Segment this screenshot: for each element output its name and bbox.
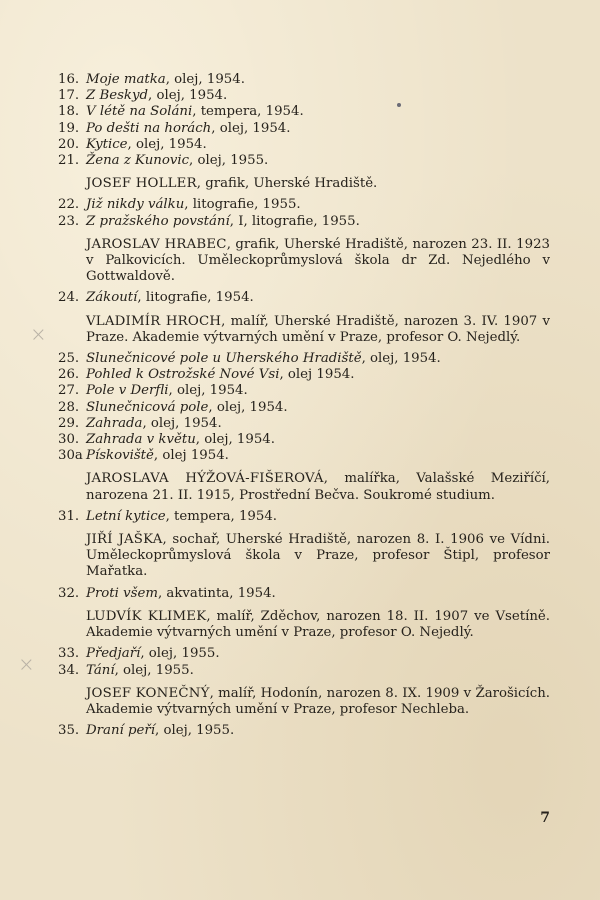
- catalog-entry: [58, 137, 558, 153]
- artwork-title: Předjaří: [86, 646, 141, 662]
- catalog-entry: [58, 383, 558, 399]
- catalog-entry: [58, 586, 558, 602]
- artwork-details: , litografie, 1954.: [137, 290, 254, 306]
- entry-number: 33.: [58, 646, 80, 662]
- entry-number: 29.: [58, 415, 80, 431]
- artwork-details: , olej, 1954.: [168, 383, 248, 399]
- pencil-cross-mark: ×: [18, 652, 35, 676]
- artist-bio: [86, 532, 550, 581]
- artist-description: , grafik, Uherské Hradiště.: [196, 176, 378, 192]
- artwork-title: Letní kytice: [86, 508, 166, 524]
- artwork-details: , olej, 1954.: [165, 72, 245, 87]
- artist-description: , malíř, Uherské Hradiště, narozen 3. IV. 1907 v Praze. Akademie výtvarných umění v Praze, profesor O. Nejedlý.: [86, 313, 550, 345]
- entry-number: 21.: [58, 153, 80, 169]
- artist-bio: [86, 237, 550, 286]
- artist-name: JIŘÍ JAŠKA: [86, 532, 163, 548]
- artwork-details: , olej, 1954.: [127, 136, 207, 152]
- entry-number: 32.: [58, 585, 80, 601]
- artwork-title: Proti všem: [86, 585, 158, 601]
- artwork-title: Slunečnicové pole u Uherského Hradiště: [86, 351, 362, 367]
- artwork-title: Pohled k Ostrožské Nové Vsi: [86, 367, 280, 383]
- catalog-entry: [58, 416, 558, 432]
- artwork-details: , olej, 1955.: [154, 723, 235, 739]
- artwork-details: , olej, 1955.: [189, 153, 269, 169]
- entry-number: 28.: [58, 399, 80, 415]
- artist-name: JOSEF KONEČNÝ: [86, 685, 210, 701]
- artwork-details: , olej, 1954.: [361, 351, 441, 367]
- catalog-entry: [58, 214, 558, 230]
- entry-number: 25.: [58, 351, 80, 367]
- catalog-entry: [58, 121, 558, 137]
- entry-number: 34.: [58, 662, 80, 678]
- catalog-entry: [58, 723, 558, 739]
- artwork-details: , akvatinta, 1954.: [157, 585, 276, 601]
- artwork-details: , I, litografie, 1955.: [229, 213, 360, 229]
- catalog-listing: [58, 72, 558, 739]
- entry-number: 16.: [58, 72, 80, 87]
- artist-name: LUDVÍK KLIMEK: [86, 608, 207, 624]
- artist-bio: [86, 176, 550, 192]
- entry-number: 31.: [58, 508, 80, 524]
- artwork-details: , olej 1954.: [153, 448, 229, 464]
- artwork-title: Moje matka: [86, 72, 166, 87]
- artist-description: , malíř, Zděchov, narozen 18. II. 1907 ve Vsetíně. Akademie výtvarných umění v Praze, profesor O. Nejedlý.: [86, 608, 550, 641]
- entry-number: 30a: [58, 448, 83, 464]
- artwork-details: , litografie, 1955.: [184, 197, 301, 213]
- artwork-details: , olej, 1955.: [140, 646, 220, 662]
- artwork-title: Pole v Derfli: [86, 383, 169, 399]
- artwork-title: Pískoviště: [86, 448, 154, 464]
- artwork-title: Po dešti na horách: [86, 120, 212, 136]
- catalog-entry: [58, 448, 558, 464]
- artwork-title: Zahrada v květu: [86, 432, 196, 448]
- artwork-title: Kytice: [86, 136, 128, 152]
- artist-description: , malířka, Valašské Meziříčí, narozena 21. II. 1915, Prostřední Bečva. Soukromé studium.: [86, 471, 551, 503]
- entry-number: 24.: [58, 290, 80, 306]
- artist-description: , sochař, Uherské Hradiště, narozen 8. I. 1906 ve Vídni. Uměleckoprůmyslová škola v Praze, profesor Štipl, profesor Mařatka.: [86, 532, 550, 580]
- catalog-entry: [58, 646, 558, 662]
- entry-number: 18.: [58, 104, 80, 120]
- artist-name: JOSEF HOLLER: [86, 176, 197, 192]
- entry-number: 17.: [58, 88, 80, 104]
- catalog-entry: [58, 367, 558, 383]
- artist-description: , malíř, Hodonín, narozen 8. IX. 1909 v Žarošicích. Akademie výtvarných umění v Praze, profesor Nechleba.: [86, 685, 550, 717]
- catalog-entry: [58, 153, 558, 169]
- entry-number: 23.: [58, 213, 80, 229]
- artwork-title: Již nikdy válku: [86, 197, 185, 213]
- artwork-details: , olej, 1954.: [148, 88, 228, 104]
- artwork-title: Zahrada: [86, 415, 143, 431]
- artist-bio: [86, 609, 550, 641]
- artwork-title: Zákoutí: [86, 290, 138, 306]
- pencil-cross-mark: ×: [30, 322, 47, 346]
- artist-bio: [86, 314, 550, 346]
- catalog-entry: [58, 400, 558, 416]
- catalog-entry: [58, 432, 558, 448]
- catalog-entry: [58, 197, 558, 213]
- artwork-details: , olej, 1954.: [208, 399, 288, 415]
- artwork-details: , tempera, 1954.: [192, 104, 304, 120]
- entry-number: 30.: [58, 432, 80, 448]
- artwork-title: Z Beskyd: [86, 88, 149, 104]
- entry-number: 26.: [58, 367, 80, 383]
- artwork-details: , olej, 1955.: [114, 662, 194, 678]
- artwork-details: , olej, 1954.: [142, 415, 222, 431]
- artwork-title: Žena z Kunovic: [86, 153, 190, 169]
- entry-number: 27.: [58, 383, 80, 399]
- entry-number: 20.: [58, 136, 80, 152]
- catalog-entry: [58, 72, 558, 88]
- artwork-title: Z pražského povstání: [86, 213, 230, 229]
- artist-bio: [86, 471, 550, 503]
- entry-number: 22.: [58, 197, 80, 213]
- catalog-entry: [58, 88, 558, 104]
- entry-number: 19.: [58, 120, 80, 136]
- artist-name: JAROSLAV HRABEC: [86, 236, 227, 252]
- artist-description: , grafik, Uherské Hradiště, narozen 23. II. 1923 v Palkovicích. Uměleckoprůmyslová škola dr Zd. Nejedlého v Gottwaldově.: [86, 236, 550, 285]
- catalog-entry: [58, 663, 558, 679]
- catalog-entry: [58, 104, 558, 120]
- artist-name: JAROSLAVA HÝŽOVÁ-FIŠEROVÁ: [86, 471, 324, 487]
- artwork-title: Tání: [86, 662, 115, 678]
- catalog-entry: [58, 351, 558, 367]
- artwork-details: , olej 1954.: [279, 367, 355, 383]
- artwork-details: , tempera, 1954.: [165, 508, 278, 524]
- artwork-title: Slunečnicová pole: [86, 399, 209, 415]
- artist-bio: [86, 686, 550, 718]
- artwork-details: , olej, 1954.: [211, 120, 291, 136]
- catalog-entry: [58, 509, 558, 525]
- artwork-title: V létě na Soláni: [86, 104, 193, 120]
- artist-name: VLADIMÍR HROCH: [86, 313, 222, 329]
- artwork-details: , olej, 1954.: [195, 432, 275, 448]
- entry-number: 35.: [58, 723, 80, 739]
- artwork-title: Draní peří: [86, 723, 155, 739]
- page-number: 7: [540, 810, 550, 826]
- catalog-entry: [58, 290, 558, 306]
